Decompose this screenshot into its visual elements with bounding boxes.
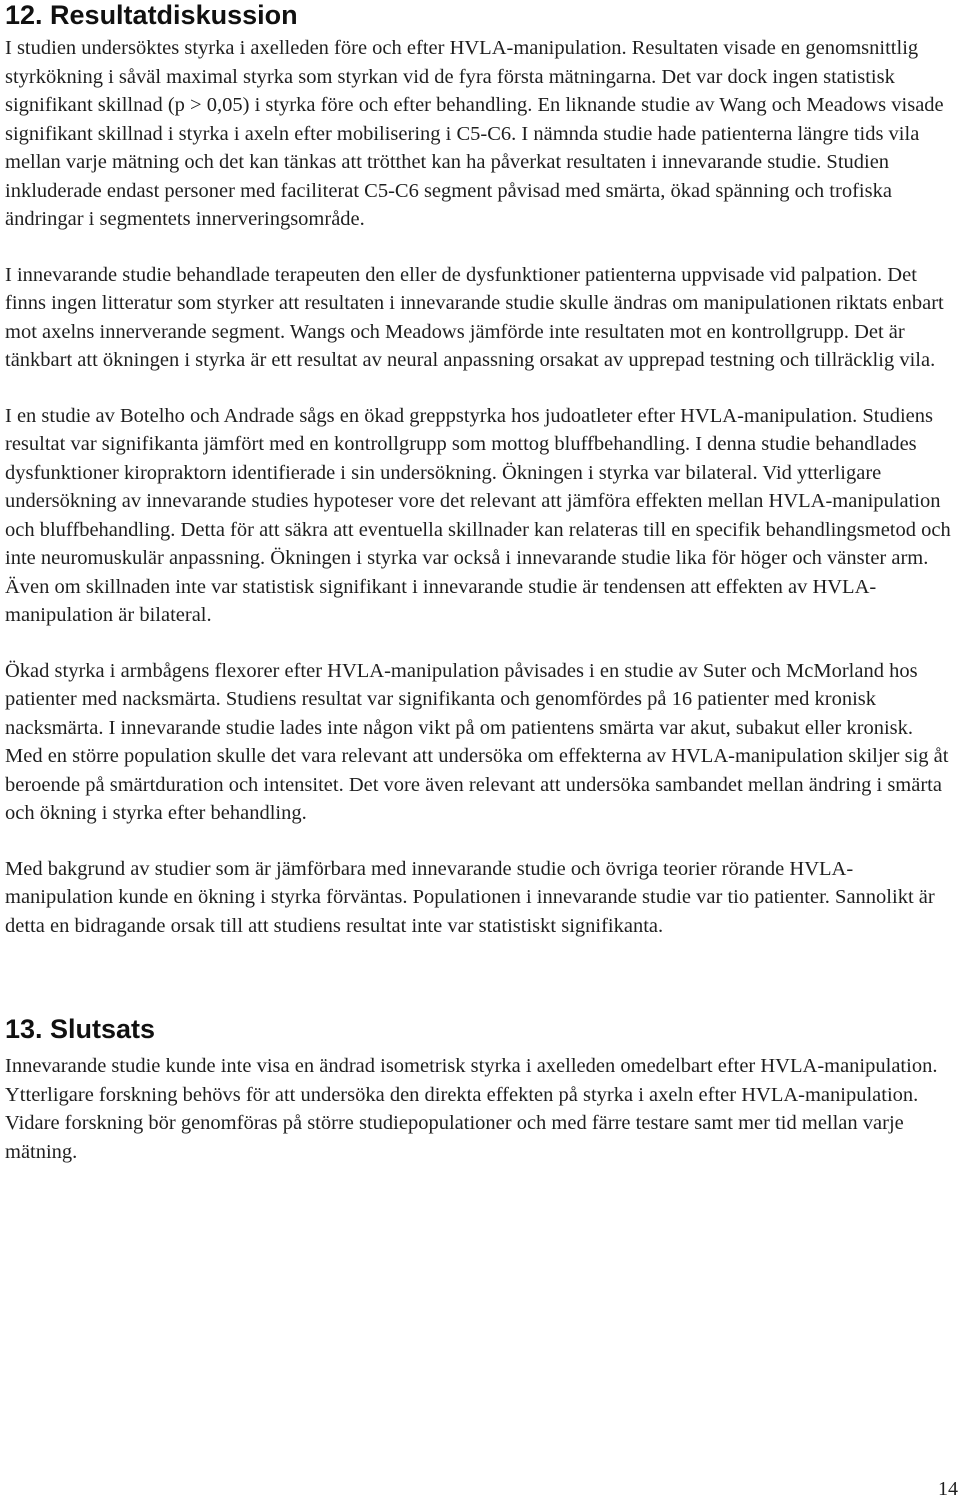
section-heading-slutsats: 13. Slutsats	[5, 1014, 156, 1044]
paragraph: Ökad styrka i armbågens flexorer efter HVLA-manipulation påvisades i en studie av Suter och McMorland hos patienter med nacksmärta. Studiens resultat var signifikanta och genomfördes på 16 patienter med kronisk nacksmärta. I innevarande studie lades inte någon vikt på om patientens smärta var akut, subakut eller kronisk. Med en större population skulle det vara relevant att undersöka om effekterna av HVLA-manipulation skiljer sig åt beroende på smärtduration och intensitet. Det vore även relevant att undersöka sambandet mellan ändring i smärta och ökning i styrka efter behandling.	[5, 659, 949, 824]
section-heading-resultatdiskussion: 12. Resultatdiskussion	[5, 0, 298, 30]
page-number: 14	[938, 1478, 958, 1500]
document-page	[5, 0, 955, 1166]
paragraph: I studien undersöktes styrka i axelleden före och efter HVLA-manipulation. Resultaten visade en genomsnittlig styrkökning i såväl maximal styrka som styrkan vid de fyra första mätningarna. Det var dock ingen statistisk signifikant skillnad (p > 0,05) i styrka före och efter behandling. En liknande studie av Wang och Meadows visade signifikant skillnad i styrka i axeln efter mobilisering i C5-C6. I nämnda studie hade patienterna längre tids vila mellan varje mätning och det kan tänkas att trötthet kan ha påverkat resultaten i innevarande studie. Studien inkluderade endast personer med faciliterat C5-C6 segment påvisad med smärta, ökad spänning och trofiska ändringar i segmentets innerveringsområde.	[5, 37, 944, 230]
paragraph: I innevarande studie behandlade terapeuten den eller de dysfunktioner patienterna uppvisade vid palpation. Det finns ingen litteratur som styrker att resultaten i innevarande studie skulle ändras om manipulationen riktats enbart mot axelns innerverande segment. Wangs och Meadows jämförde inte resultaten mot en kontrollgrupp. Det är tänkbart att ökningen i styrka är ett resultat av neural anpassning orsakat av upprepad testning och tillräcklig vila.	[5, 263, 944, 371]
section-body-resultatdiskussion	[5, 34, 955, 940]
paragraph: Med bakgrund av studier som är jämförbara med innevarande studie och övriga teorier rörande HVLA-manipulation kunde en ökning i styrka förväntas. Populationen i innevarande studie var tio patienter. Sannolikt är detta en bidragande orsak till att studiens resultat inte var statistiskt signifikanta.	[5, 857, 935, 937]
paragraph: Innevarande studie kunde inte visa en ändrad isometrisk styrka i axelleden omedelbart efter HVLA-manipulation. Ytterligare forskning behövs för att undersöka den direkta effekten på styrka i axeln efter HVLA-manipulation. Vidare forskning bör genomföras på större studiepopulationer och med färre testare samt mer tid mellan varje mätning.	[5, 1055, 938, 1163]
paragraph: I en studie av Botelho och Andrade sågs en ökad greppstyrka hos judoatleter efter HVLA-manipulation. Studiens resultat var signifikanta jämfört med en kontrollgrupp som mottog bluffbehandling. I denna studie behandlades dysfunktioner kiropraktorn identifierade i sin undersökning. Ökningen i styrka var bilateral. Vid ytterligare undersökning av innevarande studies hypoteser vore det relevant att jämföra effekten mellan HVLA-manipulation och bluffbehandling. Detta för att säkra att eventuella skillnader kan relateras till en specifik behandlingsmetod och inte neuromuskulär anpassning. Ökningen i styrka var också i innevarande studie lika för höger och vänster arm. Även om skillnaden inte var statistisk signifikant i innevarande studie är tendensen att effekten av HVLA-manipulation är bilateral.	[5, 404, 951, 626]
section-body-slutsats	[5, 1052, 955, 1166]
